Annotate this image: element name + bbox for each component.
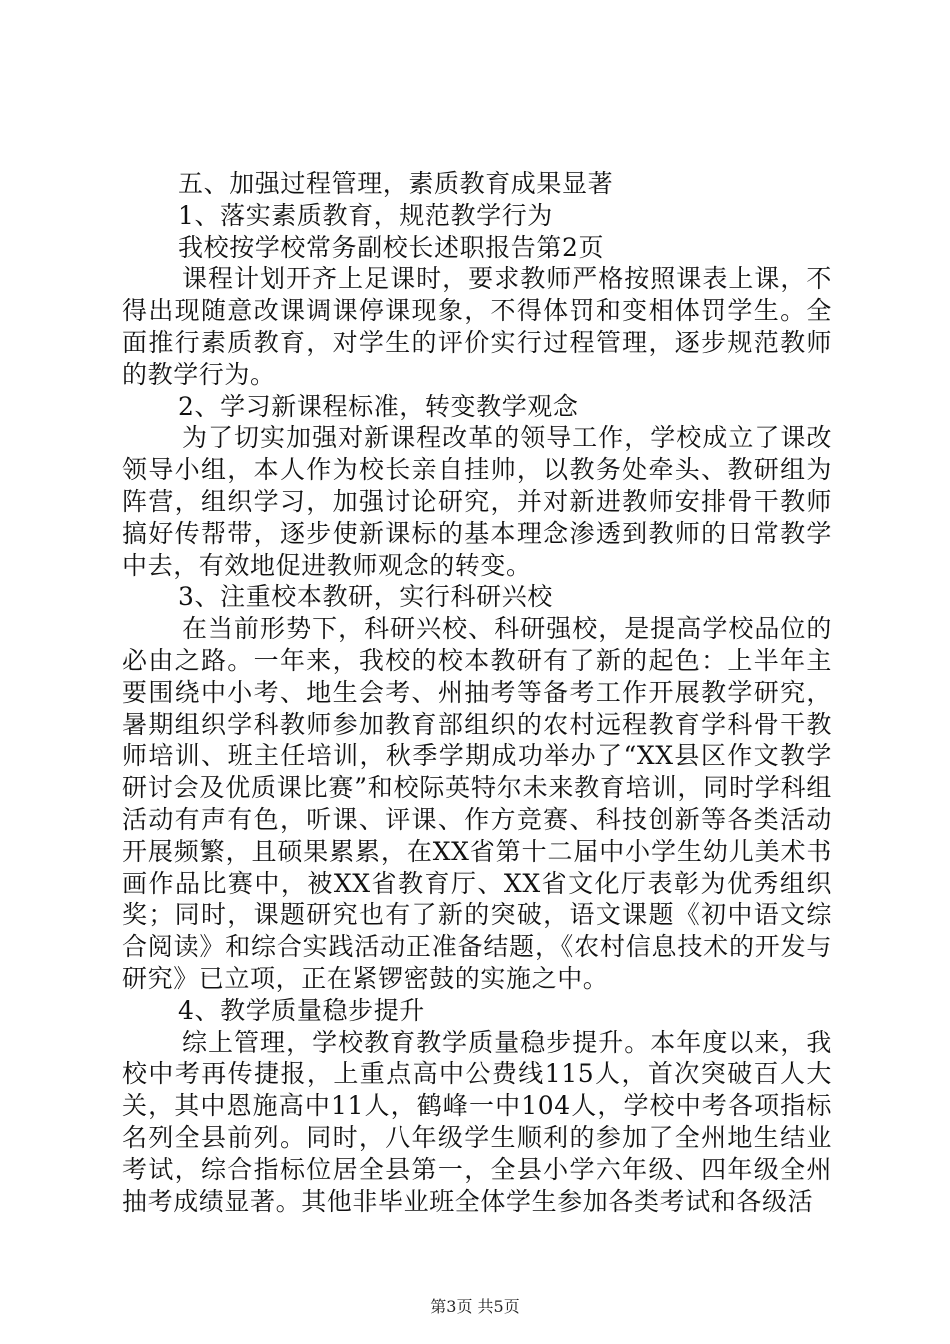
subsection-heading-3: 3、注重校本教研，实行科研兴校 (178, 582, 553, 612)
paragraph-curriculum-reform: 为了切实加强对新课程改革的领导工作，学校成立了课改领导小组，本人作为校长亲自挂帅，以教务处牵头、教研组为阵营，组织学习，加强讨论研究，并对新进教师安排骨干教师搞好传帮带，逐步使新课标的基本理念渗透到教师的日常教学中去，有效地促进教师观念的转变。 (122, 423, 832, 580)
subsection-heading-2: 2、学习新课程标准，转变教学观念 (178, 391, 579, 421)
paragraph-curriculum: 课程计划开齐上足课时，要求教师严格按照课表上课，不得出现随意改课调课停课现象，不得体罚和变相体罚学生。全面推行素质教育，对学生的评价实行过程管理，逐步规范教师的教学行为。 (122, 264, 832, 389)
document-body (122, 168, 832, 1217)
section-heading-5: 五、加强过程管理，素质教育成果显著 (178, 169, 614, 198)
paragraph-teaching-quality: 综上管理，学校教育教学质量稳步提升。本年度以来，我校中考再传捷报，上重点高中公费线115人，首次突破百人大关，其中恩施高中11人，鹤峰一中104人，学校中考各项指标名列全县前列。同时，八年级学生顺利的参加了全州地生结业考试，综合指标位居全县第一，全县小学六年级、四年级全州抽考成绩显著。其他非毕业班全体学生参加各类考试和各级活 (122, 1027, 832, 1216)
paragraph-school-research: 在当前形势下，科研兴校、科研强校，是提高学校品位的必由之路。一年来，我校的校本教研有了新的起色：上半年主要围绕中小考、地生会考、州抽考等备考工作开展教学研究，暑期组织学科教师参加教育部组织的农村远程教育学科骨干教师培训、班主任培训，秋季学期成功举办了“XX县区作文教学研讨会及优质课比赛”和校际英特尔未来教育培训，同时学科组活动有声有色，听课、评课、作方竞赛、科技创新等各类活动开展频繁，且硕果累累，在XX省第十二届中小学生幼儿美术书画作品比赛中，被XX省教育厅、XX省文化厅表彰为优秀组织奖；同时，课题研究也有了新的突破，语文课题《初中语文综合阅读》和综合实践活动正准备结题，《农村信息技术的开发与研究》已立项，正在紧锣密鼓的实施之中。 (122, 614, 832, 993)
page-number-footer: 第3页 共5页 (430, 1297, 520, 1316)
subsection-intro-line: 我校按学校常务副校长述职报告第2页 (178, 232, 605, 262)
subsection-heading-1: 1、落实素质教育，规范教学行为 (178, 200, 553, 230)
subsection-heading-4: 4、教学质量稳步提升 (178, 995, 425, 1025)
